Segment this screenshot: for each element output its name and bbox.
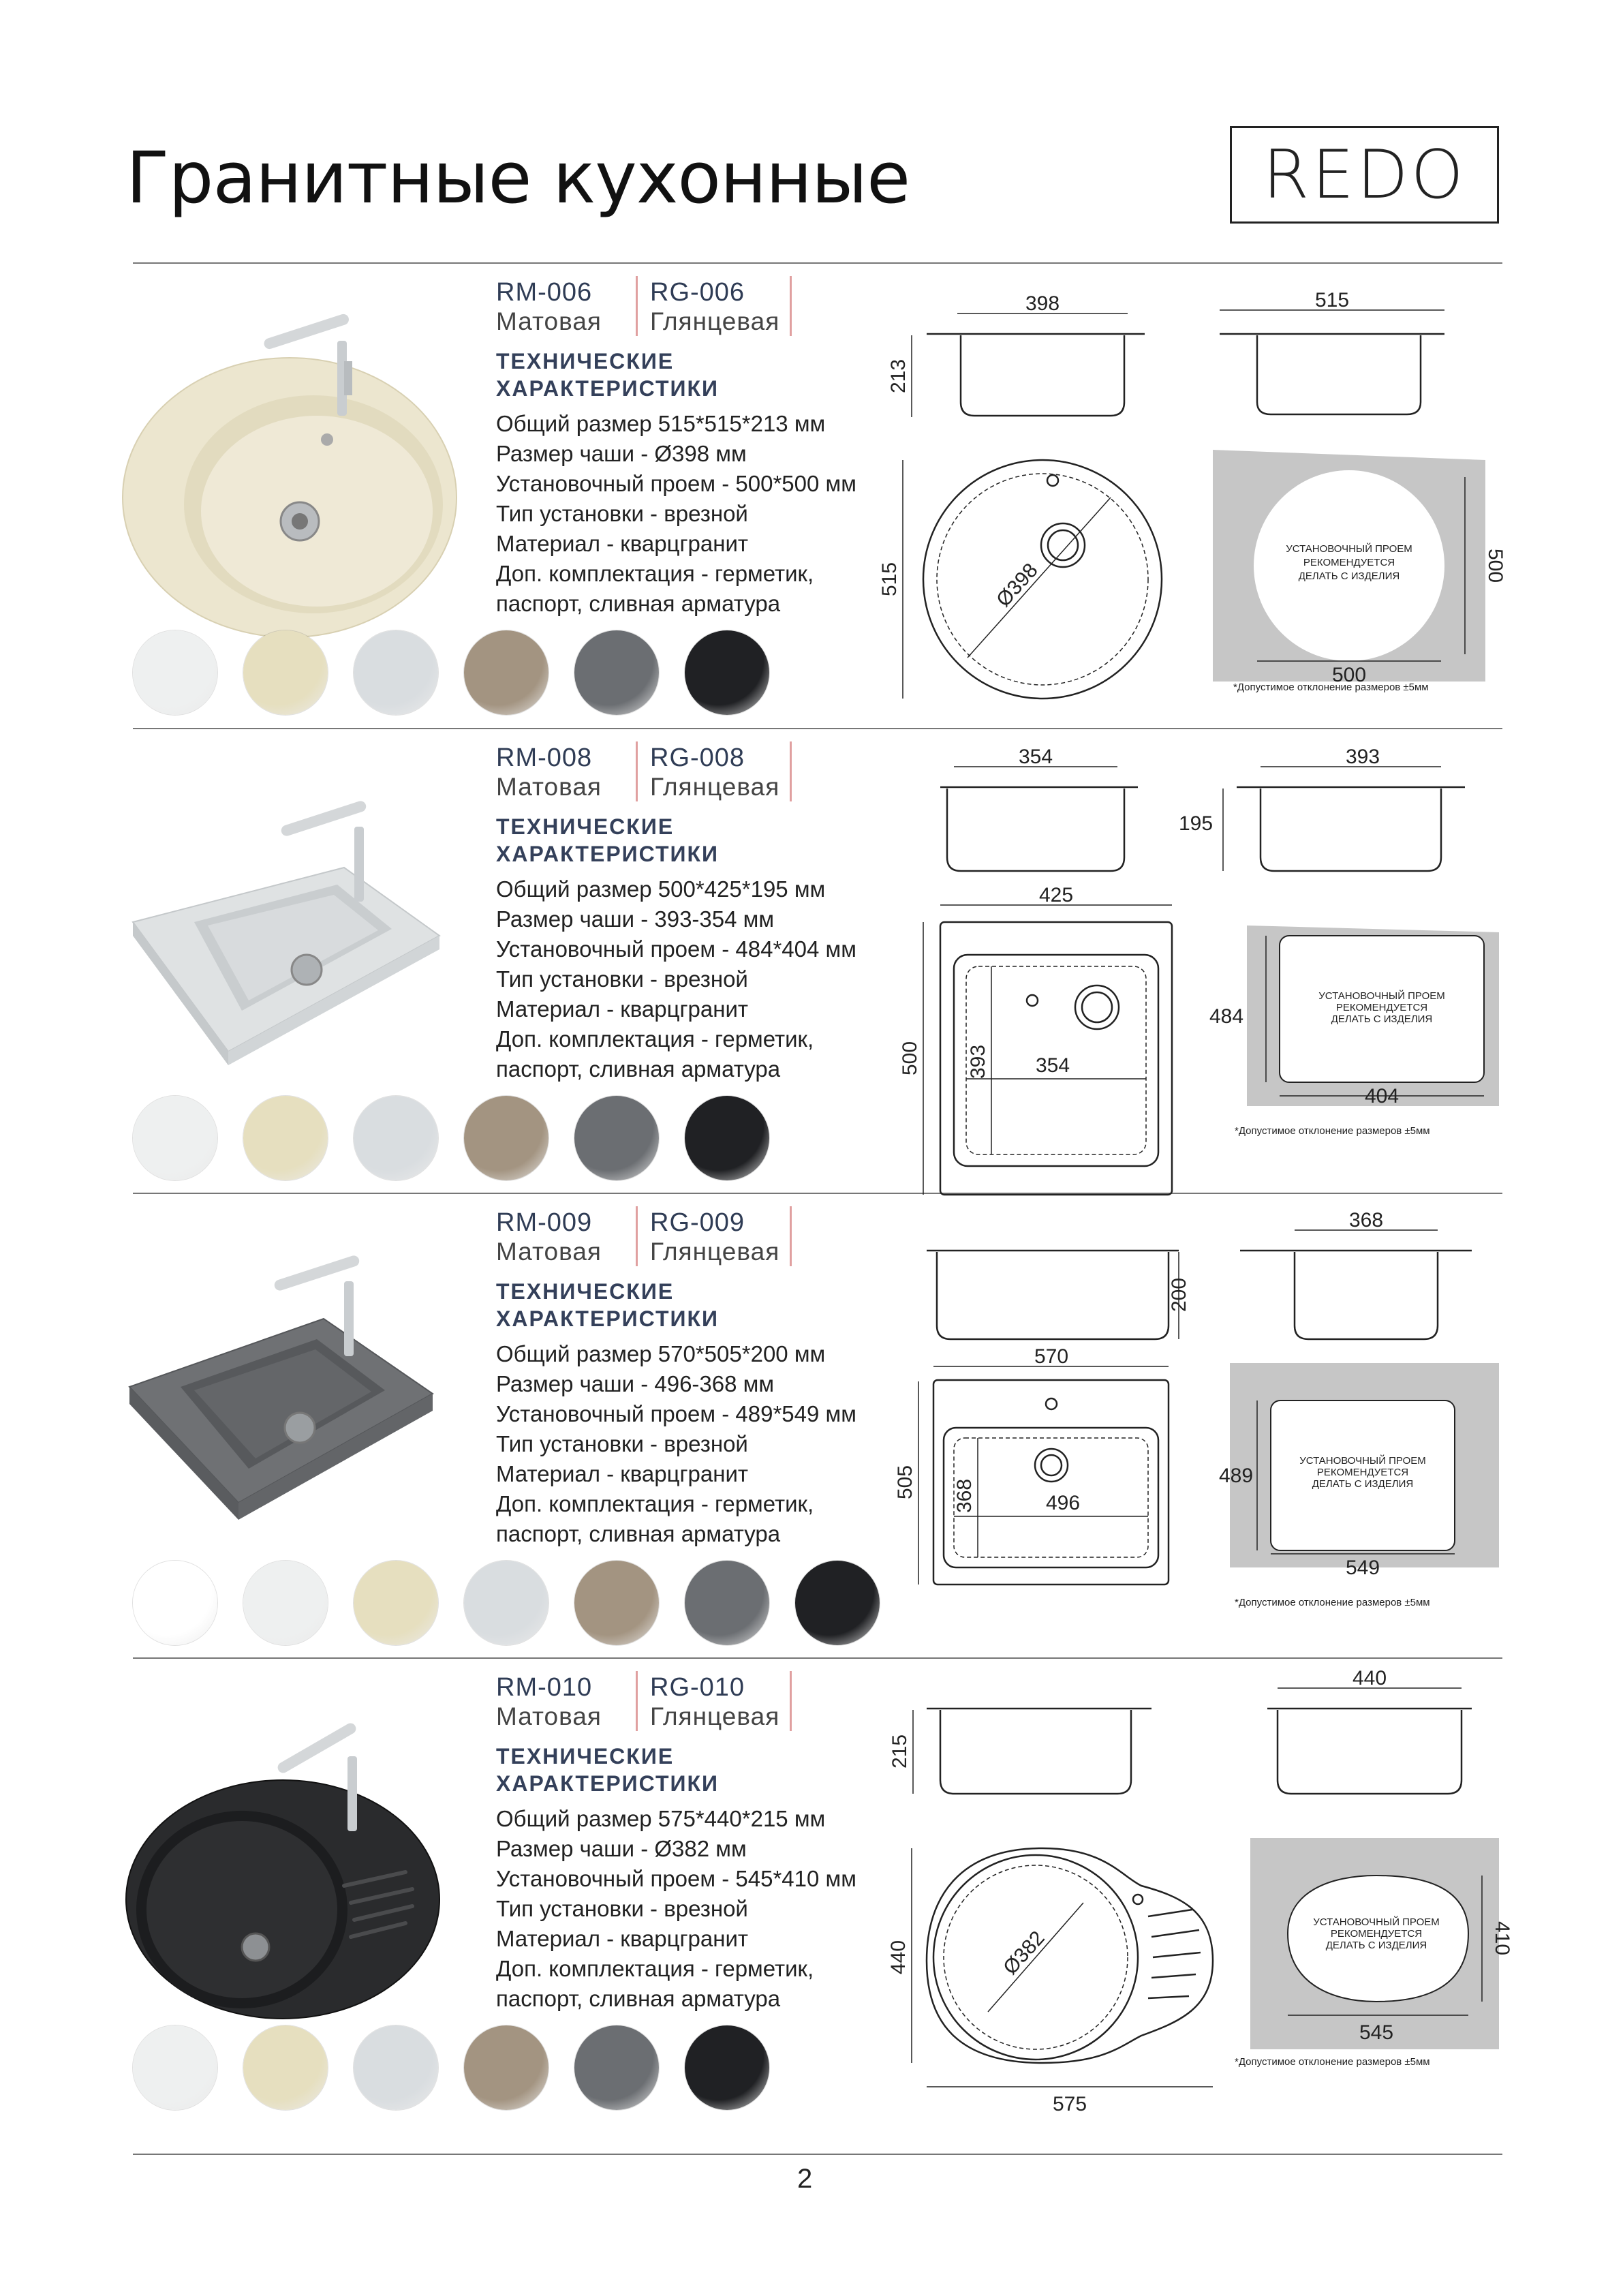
code-matte: RM-009 bbox=[496, 1208, 593, 1237]
spec-line: Материал - кварцгранит bbox=[496, 1926, 749, 1951]
color-swatch bbox=[685, 1096, 769, 1180]
install-note-line: РЕКОМЕНДУЕТСЯ bbox=[1335, 1002, 1428, 1013]
color-swatch bbox=[574, 2025, 659, 2110]
spec-line: Тип установки - врезной bbox=[496, 1431, 748, 1456]
install-note-line: РЕКОМЕНДУЕТСЯ bbox=[1330, 1928, 1423, 1940]
product-section-rm-006 bbox=[0, 273, 1623, 736]
specs-heading: ТЕХНИЧЕСКИЕ ХАРАКТЕРИСТИКИ bbox=[496, 349, 720, 401]
dim-top-height: 440 bbox=[887, 1940, 910, 1975]
finish-glossy: Глянцевая bbox=[650, 773, 780, 801]
color-swatch bbox=[685, 1561, 769, 1645]
spec-line: Размер чаши - Ø382 мм bbox=[496, 1836, 747, 1861]
color-swatch bbox=[133, 2025, 217, 2110]
finish-glossy: Глянцевая bbox=[650, 307, 780, 335]
dimension-drawings bbox=[886, 738, 1513, 1201]
color-swatch bbox=[243, 1561, 328, 1645]
product-codes bbox=[496, 1671, 804, 1731]
specs-heading: ТЕХНИЧЕСКИЕ ХАРАКТЕРИСТИКИ bbox=[496, 814, 720, 866]
divider bbox=[133, 262, 1502, 264]
specs-list bbox=[496, 409, 856, 619]
spec-line: Установочный проем - 489*549 мм bbox=[496, 1401, 856, 1426]
install-note-line: РЕКОМЕНДУЕТСЯ bbox=[1303, 557, 1395, 568]
dim-top-height: 500 bbox=[899, 1041, 921, 1076]
install-note-line: ДЕЛАТЬ С ИЗДЕЛИЯ bbox=[1312, 1478, 1414, 1490]
code-matte: RM-006 bbox=[496, 277, 593, 307]
spec-line: Установочный проем - 500*500 мм bbox=[496, 471, 856, 496]
dim-install-height: 500 bbox=[1484, 548, 1506, 583]
dim-install-height: 410 bbox=[1491, 1920, 1513, 1956]
color-swatch bbox=[464, 1561, 548, 1645]
tolerance-note: *Допустимое отклонение размеров ±5мм bbox=[1235, 2056, 1430, 2068]
color-swatch bbox=[243, 2025, 328, 2110]
dim-install-width: 545 bbox=[1359, 2021, 1394, 2044]
dim-front-width: 398 bbox=[1025, 292, 1060, 315]
spec-line: Доп. комплектация - герметик, bbox=[496, 1491, 814, 1516]
tolerance-note: *Допустимое отклонение размеров ±5мм bbox=[1235, 1125, 1430, 1137]
dim-side-width: 393 bbox=[1345, 746, 1380, 768]
dimension-drawings bbox=[878, 273, 1513, 736]
color-swatch bbox=[243, 630, 328, 715]
dim-front-width: 354 bbox=[1018, 746, 1053, 768]
spec-line: паспорт, сливная арматура bbox=[496, 1521, 781, 1546]
install-note-line: ДЕЛАТЬ С ИЗДЕЛИЯ bbox=[1325, 1940, 1427, 1951]
color-swatch bbox=[133, 630, 217, 715]
color-swatch bbox=[464, 630, 548, 715]
finish-glossy: Глянцевая bbox=[650, 1238, 780, 1266]
color-swatch bbox=[133, 1096, 217, 1180]
spec-line: Установочный проем - 545*410 мм bbox=[496, 1866, 856, 1891]
specs-heading: ТЕХНИЧЕСКИЕ ХАРАКТЕРИСТИКИ bbox=[496, 1279, 720, 1331]
spec-line: Размер чаши - 496-368 мм bbox=[496, 1371, 775, 1396]
dim-side-width: 515 bbox=[1314, 289, 1350, 311]
specs-list bbox=[496, 874, 856, 1084]
dim-top-width: 575 bbox=[1052, 2093, 1087, 2115]
specs-list bbox=[496, 1804, 856, 2014]
spec-line: Материал - кварцгранит bbox=[496, 1461, 749, 1486]
finish-matte: Матовая bbox=[496, 773, 602, 801]
dim-bowl-width: 354 bbox=[1035, 1054, 1070, 1077]
spec-line: паспорт, сливная арматура bbox=[496, 591, 781, 616]
spec-line: Тип установки - врезной bbox=[496, 501, 748, 526]
color-swatch bbox=[354, 1561, 438, 1645]
dim-front-height: 200 bbox=[1168, 1277, 1190, 1313]
code-matte: RM-008 bbox=[496, 743, 593, 772]
sink-photo-square-dark-grey bbox=[119, 1216, 460, 1571]
color-swatch bbox=[354, 2025, 438, 2110]
dim-install-width: 404 bbox=[1364, 1085, 1400, 1107]
color-swatch bbox=[243, 1096, 328, 1180]
specs-list bbox=[496, 1339, 856, 1549]
dim-install-width: 500 bbox=[1331, 664, 1367, 686]
dim-side-height: 195 bbox=[1178, 812, 1214, 835]
spec-line: Материал - кварцгранит bbox=[496, 531, 749, 556]
spec-line: Тип установки - врезной bbox=[496, 966, 748, 992]
sink-photo-round-black bbox=[119, 1681, 460, 2036]
spec-line: паспорт, сливная арматура bbox=[496, 1986, 781, 2011]
install-note-line: УСТАНОВОЧНЫЙ ПРОЕМ bbox=[1286, 543, 1412, 555]
sink-photo-square-grey bbox=[119, 752, 460, 1106]
spec-line: Общий размер 500*425*195 мм bbox=[496, 876, 826, 902]
finish-matte: Матовая bbox=[496, 1238, 602, 1266]
dimension-drawings bbox=[886, 1203, 1513, 1666]
spec-line: Тип установки - врезной bbox=[496, 1896, 748, 1921]
spec-line: Доп. комплектация - герметик, bbox=[496, 561, 814, 586]
dim-side-width: 368 bbox=[1348, 1209, 1384, 1231]
dim-top-width: 425 bbox=[1038, 884, 1074, 906]
color-swatch bbox=[574, 1096, 659, 1180]
tolerance-note: *Допустимое отклонение размеров ±5мм bbox=[1233, 682, 1429, 693]
dim-side-width: 440 bbox=[1352, 1667, 1387, 1689]
color-swatch bbox=[685, 2025, 769, 2110]
dim-front-height: 213 bbox=[887, 358, 910, 394]
dim-install-width: 549 bbox=[1345, 1557, 1380, 1579]
dim-top-size: 515 bbox=[878, 562, 901, 597]
color-swatch bbox=[354, 1096, 438, 1180]
install-note-line: УСТАНОВОЧНЫЙ ПРОЕМ bbox=[1318, 990, 1445, 1002]
install-note-line: РЕКОМЕНДУЕТСЯ bbox=[1316, 1467, 1409, 1478]
install-note-line: ДЕЛАТЬ С ИЗДЕЛИЯ bbox=[1331, 1013, 1433, 1025]
finish-glossy: Глянцевая bbox=[650, 1702, 780, 1730]
brand-logo: REDO bbox=[1230, 126, 1499, 224]
spec-line: Доп. комплектация - герметик, bbox=[496, 1026, 814, 1052]
color-swatch bbox=[574, 630, 659, 715]
tolerance-note: *Допустимое отклонение размеров ±5мм bbox=[1235, 1597, 1430, 1608]
code-glossy: RG-009 bbox=[650, 1208, 745, 1237]
dim-bowl-diameter: Ø398 bbox=[992, 559, 1042, 611]
code-glossy: RG-010 bbox=[650, 1672, 745, 1702]
spec-line: паспорт, сливная арматура bbox=[496, 1056, 781, 1082]
product-section-rm-009 bbox=[0, 1203, 1623, 1666]
color-swatch bbox=[464, 2025, 548, 2110]
product-codes bbox=[496, 1206, 804, 1266]
spec-line: Общий размер 575*440*215 мм bbox=[496, 1806, 826, 1831]
dim-front-height: 215 bbox=[888, 1734, 911, 1769]
dim-bowl-height: 368 bbox=[953, 1478, 976, 1514]
dim-top-height: 505 bbox=[894, 1465, 916, 1500]
spec-line: Размер чаши - 393-354 мм bbox=[496, 906, 775, 932]
product-codes bbox=[496, 741, 804, 801]
dim-install-height: 489 bbox=[1218, 1465, 1254, 1487]
color-swatch bbox=[354, 630, 438, 715]
divider bbox=[133, 2154, 1502, 2155]
spec-line: Общий размер 515*515*213 мм bbox=[496, 411, 826, 436]
color-swatch bbox=[574, 1561, 659, 1645]
spec-line: Материал - кварцгранит bbox=[496, 996, 749, 1022]
sink-photo-round-beige bbox=[119, 286, 460, 641]
dim-install-height: 484 bbox=[1209, 1005, 1244, 1028]
dim-bowl-height: 393 bbox=[967, 1044, 989, 1080]
product-section-rm-010 bbox=[0, 1668, 1623, 2131]
color-swatch bbox=[685, 630, 769, 715]
dimension-drawings bbox=[886, 1668, 1513, 2131]
product-section-rm-008 bbox=[0, 738, 1623, 1201]
specs-heading: ТЕХНИЧЕСКИЕ ХАРАКТЕРИСТИКИ bbox=[496, 1744, 720, 1796]
color-swatch bbox=[795, 1561, 880, 1645]
page-title: Гранитные кухонные bbox=[126, 136, 910, 219]
install-note-line: УСТАНОВОЧНЫЙ ПРОЕМ bbox=[1299, 1455, 1426, 1467]
page-number: 2 bbox=[797, 2164, 813, 2194]
code-matte: RM-010 bbox=[496, 1672, 593, 1702]
dim-bowl-diameter: Ø382 bbox=[999, 1927, 1049, 1979]
dim-top-width: 570 bbox=[1034, 1345, 1069, 1368]
finish-matte: Матовая bbox=[496, 1702, 602, 1730]
spec-line: Общий размер 570*505*200 мм bbox=[496, 1341, 826, 1366]
code-glossy: RG-006 bbox=[650, 277, 745, 307]
install-note-line: ДЕЛАТЬ С ИЗДЕЛИЯ bbox=[1298, 570, 1400, 582]
dim-bowl-width: 496 bbox=[1045, 1492, 1081, 1514]
spec-line: Размер чаши - Ø398 мм bbox=[496, 441, 747, 466]
finish-matte: Матовая bbox=[496, 307, 602, 335]
spec-line: Установочный проем - 484*404 мм bbox=[496, 936, 856, 962]
color-swatch bbox=[133, 1561, 217, 1645]
spec-line: Доп. комплектация - герметик, bbox=[496, 1956, 814, 1981]
code-glossy: RG-008 bbox=[650, 743, 745, 772]
color-swatch bbox=[464, 1096, 548, 1180]
install-note-line: УСТАНОВОЧНЫЙ ПРОЕМ bbox=[1313, 1916, 1440, 1928]
product-codes bbox=[496, 276, 804, 336]
